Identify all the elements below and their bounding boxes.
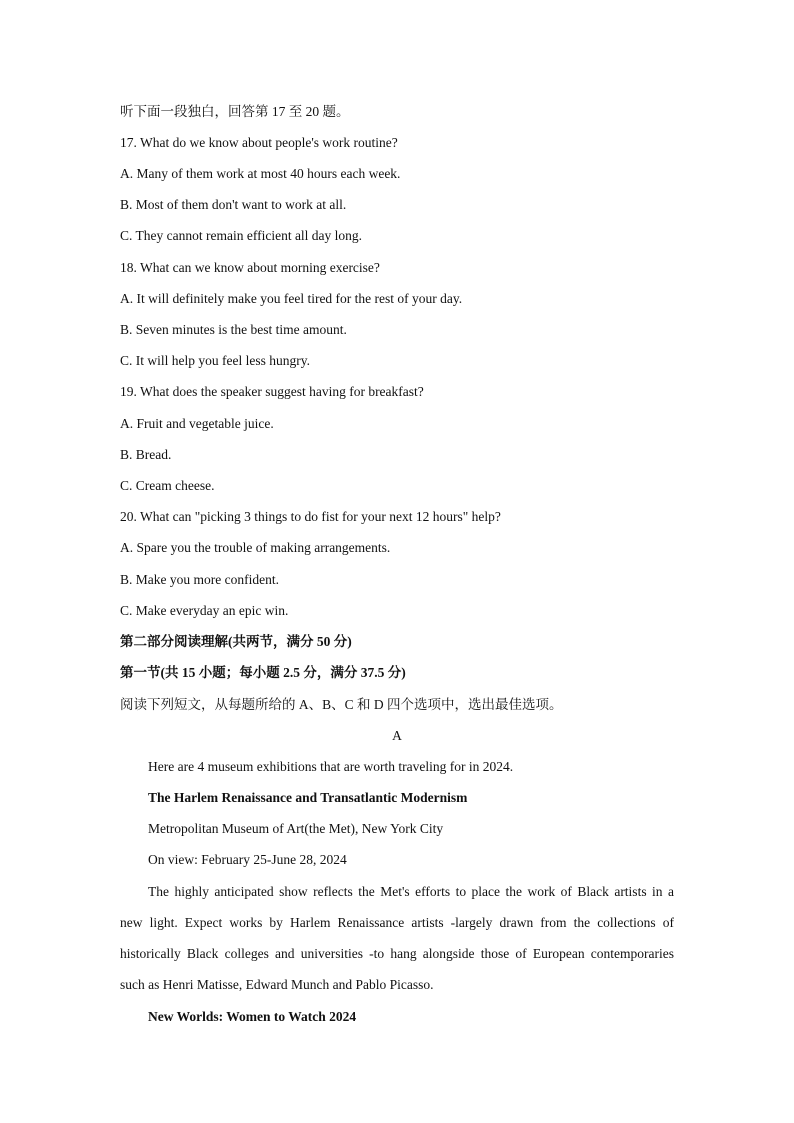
option-20a: A. Spare you the trouble of making arrangements.: [120, 540, 391, 555]
option-18c: C. It will help you feel less hungry.: [120, 353, 310, 368]
passage-letter: A: [392, 728, 402, 743]
option-20c: C. Make everyday an epic win.: [120, 603, 289, 618]
exhibit1-body-line: such as Henri Matisse, Edward Munch and Pablo Picasso.: [120, 977, 434, 992]
exhibit1-place: Metropolitan Museum of Art(the Met), New York City: [148, 821, 444, 836]
exhibit2-title: New Worlds: Women to Watch 2024: [148, 1009, 357, 1024]
option-18b: B. Seven minutes is the best time amount.: [120, 322, 347, 337]
option-20b: B. Make you more confident.: [120, 572, 279, 587]
listening-instruction: 听下面一段独白，回答第 17 至 20 题。: [120, 104, 350, 119]
part2-heading: 第二部分阅读理解(共两节，满分 50 分): [120, 634, 352, 649]
question-18: 18. What can we know about morning exercise?: [120, 260, 380, 275]
reading-instruction: 阅读下列短文，从每题所给的 A、B、C 和 D 四个选项中，选出最佳选项。: [120, 697, 563, 712]
exhibit1-body-line: The highly anticipated show reflects the Met's efforts to place the work of Black artists in a: [148, 884, 674, 899]
question-17: 17. What do we know about people's work routine?: [120, 135, 398, 150]
question-20: 20. What can "picking 3 things to do fist for your next 12 hours" help?: [120, 509, 501, 524]
option-19a: A. Fruit and vegetable juice.: [120, 416, 274, 431]
option-18a: A. It will definitely make you feel tired for the rest of your day.: [120, 291, 463, 306]
option-17a: A. Many of them work at most 40 hours each week.: [120, 166, 401, 181]
exhibit1-body-line: new light. Expect works by Harlem Renaissance artists -largely drawn from the collections of: [120, 915, 674, 930]
passage-intro: Here are 4 museum exhibitions that are worth traveling for in 2024.: [148, 759, 514, 774]
option-19c: C. Cream cheese.: [120, 478, 215, 493]
option-17c: C. They cannot remain efficient all day long.: [120, 228, 363, 243]
exhibit1-dates: On view: February 25-June 28, 2024: [148, 852, 347, 867]
option-19b: B. Bread.: [120, 447, 172, 462]
section1-heading: 第一节(共 15 小题；每小题 2.5 分，满分 37.5 分): [120, 665, 406, 680]
question-19: 19. What does the speaker suggest having for breakfast?: [120, 384, 424, 399]
option-17b: B. Most of them don't want to work at all.: [120, 197, 347, 212]
exhibit1-body-line: historically Black colleges and universities -to hang alongside those of European contemporaries: [120, 946, 674, 961]
exhibit1-title: The Harlem Renaissance and Transatlantic Modernism: [148, 790, 468, 805]
